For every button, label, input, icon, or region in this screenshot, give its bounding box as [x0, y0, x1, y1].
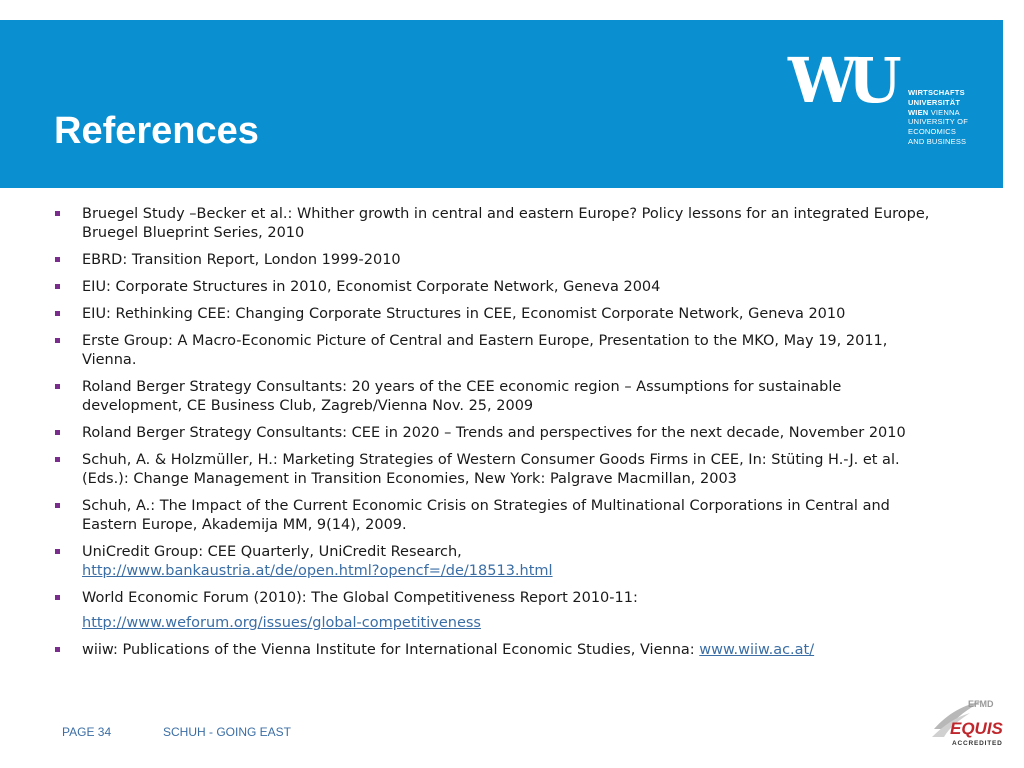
footer-title: SCHUH - GOING EAST	[163, 725, 292, 739]
reference-link[interactable]: http://www.bankaustria.at/de/open.html?opencf=/de/18513.html	[82, 563, 553, 579]
reference-text: wiiw: Publications of the Vienna Institute for International Economic Studies, Vienna:	[82, 642, 700, 658]
reference-item	[54, 305, 934, 324]
logo-line: ECONOMICS	[908, 127, 957, 137]
reference-item	[54, 451, 934, 489]
bullet-icon	[55, 211, 60, 216]
reference-text: Roland Berger Strategy Consultants: 20 years of the CEE economic region – Assumptions for sustainable development, CE Business Club, Zagreb/Vienna Nov. 25, 2009	[82, 379, 842, 414]
bullet-icon	[55, 647, 60, 652]
reference-list	[54, 205, 934, 668]
reference-text: EBRD: Transition Report, London 1999-2010	[82, 252, 401, 268]
reference-text: Schuh, A. & Holzmüller, H.: Marketing Strategies of Western Consumer Goods Firms in CEE, In: Stüting H.-J. et al. (Eds.): Change Management in Transition Economies, New York: Palgrave Macmillan, 2003	[82, 452, 900, 487]
wu-logo	[788, 44, 988, 150]
logo-line: WIRTSCHAFTS	[908, 88, 965, 97]
wu-logo-mark: WU	[788, 44, 892, 117]
logo-line: VIENNA	[930, 107, 960, 117]
logo-line: AND BUSINESS	[908, 136, 967, 146]
reference-item	[54, 589, 934, 633]
reference-item	[54, 205, 934, 243]
reference-text: Schuh, A.: The Impact of the Current Economic Crisis on Strategies of Multinational Corporations in Central and Eastern Europe, Akademija MM, 9(14), 2009.	[82, 498, 890, 533]
reference-text: Erste Group: A Macro-Economic Picture of Central and Eastern Europe, Presentation to the MKO, May 19, 2011, Vienna.	[82, 333, 888, 368]
equis-label: EQUIS	[950, 719, 1003, 738]
reference-text: EIU: Rethinking CEE: Changing Corporate Structures in CEE, Economist Corporate Network, Geneva 2010	[82, 306, 846, 322]
reference-item	[54, 332, 934, 370]
page-number: PAGE 34	[62, 725, 112, 739]
reference-link[interactable]: www.wiiw.ac.at/	[699, 642, 815, 658]
bullet-icon	[55, 430, 60, 435]
reference-item	[54, 497, 934, 535]
efmd-label: EFMD	[968, 699, 994, 709]
bullet-icon	[55, 384, 60, 389]
bullet-icon	[55, 338, 60, 343]
logo-line: WIEN	[908, 107, 929, 117]
accredited-label: ACCREDITED	[952, 740, 1003, 747]
slide-title: References	[54, 110, 259, 152]
reference-item	[54, 424, 934, 443]
logo-line: UNIVERSITÄT	[908, 97, 961, 107]
reference-item	[54, 641, 934, 660]
bullet-icon	[55, 457, 60, 462]
bullet-icon	[55, 503, 60, 508]
reference-text: World Economic Forum (2010): The Global Competitiveness Report 2010-11:	[82, 590, 638, 606]
wu-logo-text	[908, 88, 968, 147]
bullet-icon	[55, 311, 60, 316]
reference-text: EIU: Corporate Structures in 2010, Economist Corporate Network, Geneva 2004	[82, 279, 661, 295]
reference-text: UniCredit Group: CEE Quarterly, UniCredit Research,	[82, 544, 462, 560]
bullet-icon	[55, 549, 60, 554]
reference-item	[54, 251, 934, 270]
reference-link[interactable]: http://www.weforum.org/issues/global-competitiveness	[82, 615, 481, 631]
reference-item	[54, 543, 934, 581]
bullet-icon	[55, 257, 60, 262]
reference-text: Roland Berger Strategy Consultants: CEE in 2020 – Trends and perspectives for the next decade, November 2010	[82, 425, 906, 441]
reference-item	[54, 378, 934, 416]
logo-line: UNIVERSITY OF	[908, 117, 968, 127]
reference-text: Bruegel Study –Becker et al.: Whither growth in central and eastern Europe? Policy lessons for an integrated Europe, Bruegel Blueprint Series, 2010	[82, 206, 930, 241]
reference-item	[54, 278, 934, 297]
bullet-icon	[55, 284, 60, 289]
bullet-icon	[55, 595, 60, 600]
equis-accreditation-logo	[930, 695, 1010, 755]
